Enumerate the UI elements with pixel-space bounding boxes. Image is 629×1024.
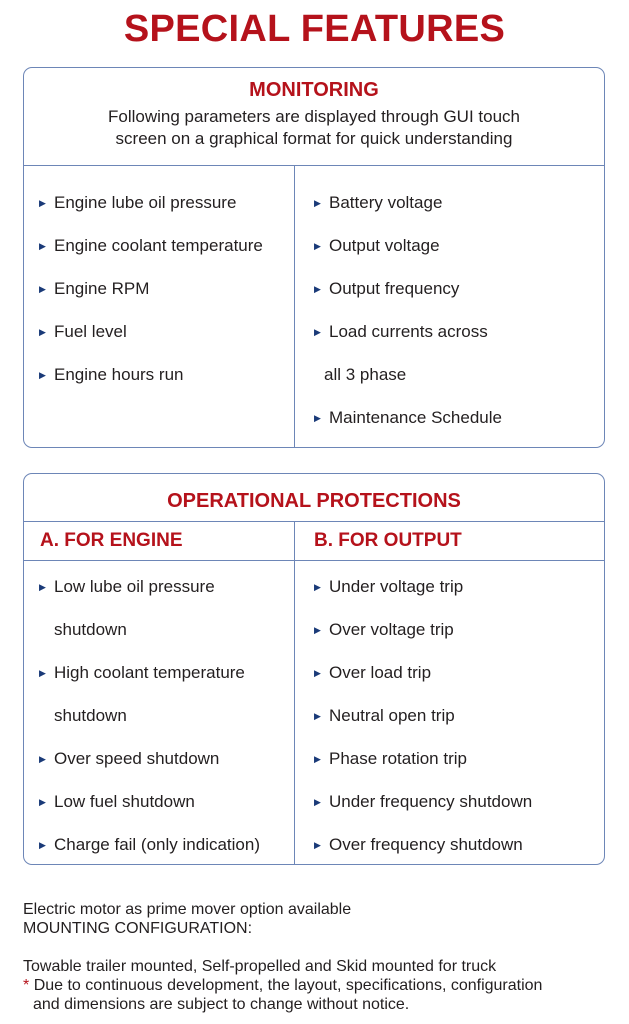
monitoring-panel [23, 67, 605, 448]
list-item: ▶ Over load trip [314, 651, 532, 694]
list-item: ▶ Over voltage trip [314, 608, 532, 651]
bullet-icon: ▶ [39, 668, 46, 678]
list-item: ▶ Over speed shutdown [39, 737, 260, 780]
list-item: ▶ Load currents across [314, 310, 502, 353]
monitoring-description [24, 106, 604, 150]
bullet-icon: ▶ [314, 582, 321, 592]
list-item: ▶ Charge fail (only indication) [39, 823, 260, 865]
protections-heading: OPERATIONAL PROTECTIONS [167, 490, 461, 512]
list-item: ▶ Neutral open trip [314, 694, 532, 737]
footer-spacer [23, 938, 623, 957]
bullet-icon: ▶ [39, 370, 46, 380]
bullet-icon: ▶ [39, 241, 46, 251]
monitoring-description-line-1: Following parameters are displayed through GUI touch [108, 107, 520, 126]
list-item: ▶ Low fuel shutdown [39, 780, 260, 823]
page-title: SPECIAL FEATURES [123, 8, 506, 50]
monitoring-column-divider [294, 165, 295, 448]
bullet-icon: ▶ [39, 198, 46, 208]
list-item: ▶ Under voltage trip [314, 565, 532, 608]
bullet-icon: ▶ [39, 582, 46, 592]
bullet-icon: ▶ [314, 413, 321, 423]
bullet-icon: ▶ [314, 840, 321, 850]
protections-divider-top [24, 521, 604, 522]
bullet-icon: ▶ [314, 241, 321, 251]
footer-line-mounting-heading: MOUNTING CONFIGURATION: [23, 920, 253, 937]
list-item-continuation: all 3 phase [324, 365, 407, 384]
list-item-continuation: shutdown [54, 620, 127, 639]
list-item: ▶ Phase rotation trip [314, 737, 532, 780]
protections-column-divider [294, 521, 295, 865]
bullet-icon: ▶ [39, 840, 46, 850]
monitoring-description-line-2: screen on a graphical format for quick understanding [115, 129, 513, 148]
list-item: ▶ Output voltage [314, 224, 502, 267]
bullet-icon: ▶ [314, 625, 321, 635]
list-item: ▶ High coolant temperature [39, 651, 260, 694]
bullet-icon: ▶ [314, 668, 321, 678]
footer-notes [23, 900, 623, 1014]
output-section-heading: B. FOR OUTPUT [314, 530, 462, 551]
bullet-icon: ▶ [314, 754, 321, 764]
bullet-icon: ▶ [314, 284, 321, 294]
list-item: ▶ Engine RPM [39, 267, 263, 310]
protections-header [24, 490, 604, 513]
bullet-icon: ▶ [39, 754, 46, 764]
bullet-icon: ▶ [39, 327, 46, 337]
bullet-icon: ▶ [314, 198, 321, 208]
monitoring-right-list [314, 181, 502, 439]
protections-panel [23, 473, 605, 865]
bullet-icon: ▶ [39, 284, 46, 294]
engine-section-heading: A. FOR ENGINE [40, 530, 183, 551]
bullet-icon: ▶ [39, 797, 46, 807]
footer-disclaimer-line-1: * Due to continuous development, the layout, specifications, configuration [23, 977, 543, 994]
list-item: ▶ Low lube oil pressure [39, 565, 260, 608]
list-item: ▶ Engine hours run [39, 353, 263, 396]
monitoring-header [24, 79, 604, 150]
list-item: ▶ Battery voltage [314, 181, 502, 224]
bullet-icon: ▶ [314, 797, 321, 807]
monitoring-divider [24, 165, 604, 166]
bullet-icon: ▶ [314, 327, 321, 337]
bullet-icon: ▶ [314, 711, 321, 721]
asterisk-mark: * [23, 977, 30, 994]
engine-protections-list [39, 565, 260, 865]
monitoring-heading: MONITORING [249, 79, 379, 101]
list-item: ▶ Under frequency shutdown [314, 780, 532, 823]
footer-line-mounting-options: Towable trailer mounted, Self-propelled and Skid mounted for truck [23, 958, 497, 975]
footer-line-motor-option: Electric motor as prime mover option available [23, 901, 352, 918]
output-protections-list [314, 565, 532, 865]
monitoring-left-list [39, 181, 263, 396]
protections-divider-sub [24, 560, 604, 561]
list-item: ▶ Engine coolant temperature [39, 224, 263, 267]
list-item: ▶ Engine lube oil pressure [39, 181, 263, 224]
list-item: ▶ Over frequency shutdown [314, 823, 532, 865]
list-item: ▶ Fuel level [39, 310, 263, 353]
list-item-continuation: shutdown [54, 706, 127, 725]
list-item: ▶ Output frequency [314, 267, 502, 310]
list-item: ▶ Maintenance Schedule [314, 396, 502, 439]
footer-disclaimer-line-2: and dimensions are subject to change without notice. [33, 996, 410, 1013]
